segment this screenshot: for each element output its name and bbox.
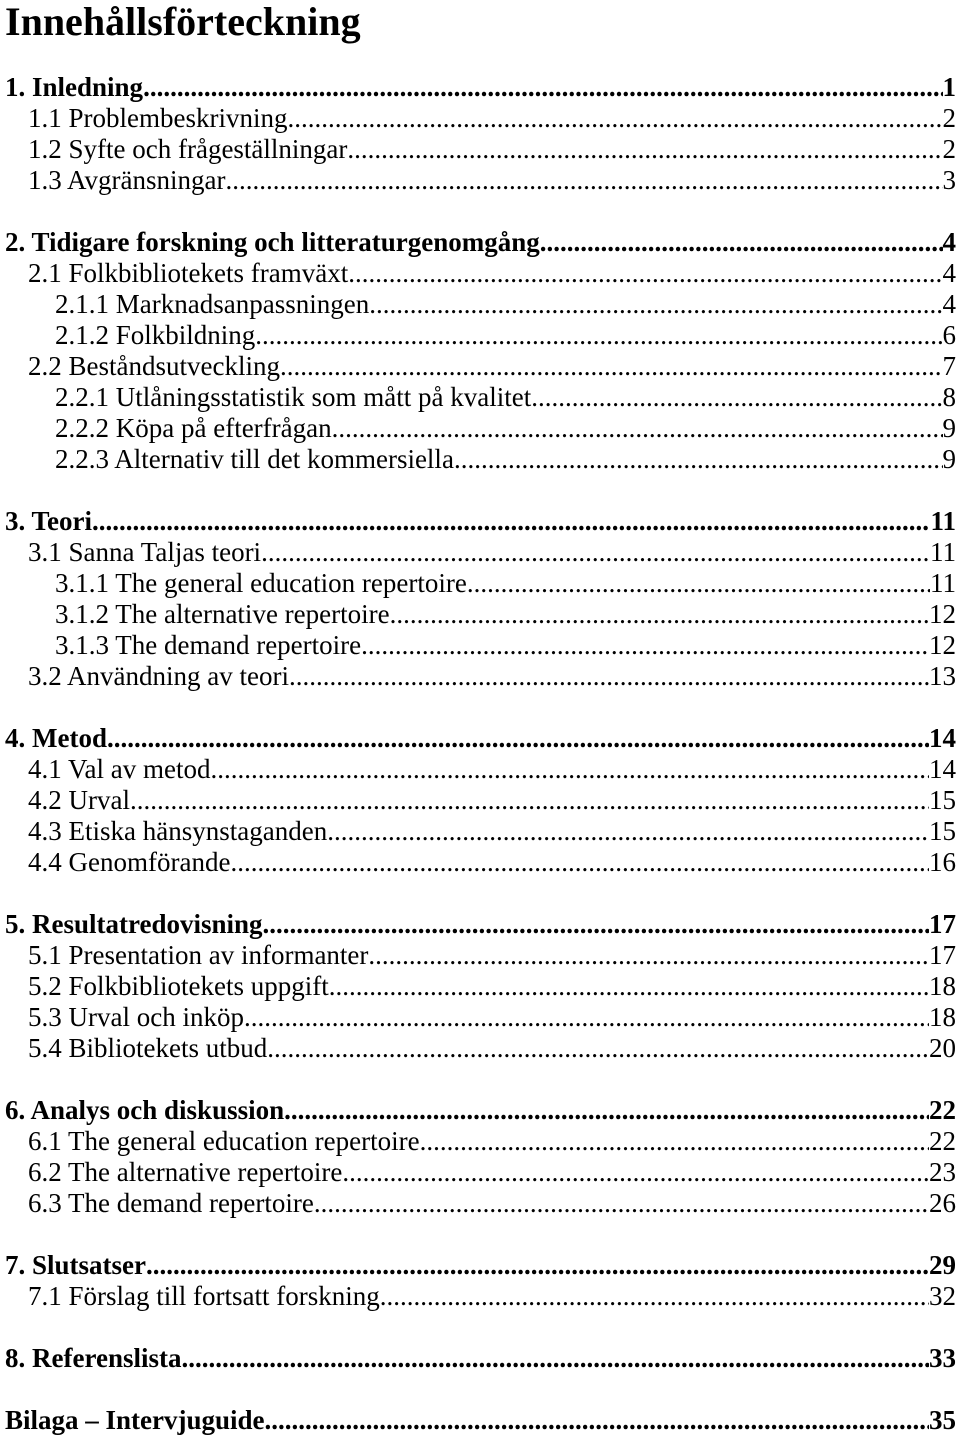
dot-leader [314,1188,929,1219]
toc-entry [5,413,956,444]
toc-entry-label: 5.2 Folkbibliotekets uppgift [28,971,329,1001]
toc-entry [5,320,956,351]
toc-page-number: 12 [929,630,956,660]
toc-entry [5,382,956,413]
toc-entry-label: 6. Analys och diskussion [5,1095,285,1125]
toc-entry [5,1095,956,1126]
toc-page-number: 22 [929,1126,956,1156]
toc-entry [5,1188,956,1219]
toc-entry-label: 4.4 Genomförande [28,847,231,877]
toc-entry-label: 5.1 Presentation av informanter [28,940,369,970]
dot-leader [287,103,942,134]
dot-leader [531,382,942,413]
dot-leader [143,72,942,103]
toc-entry-label: 7.1 Förslag till fortsatt forskning [28,1281,380,1311]
toc-page-number: 15 [929,816,956,846]
toc-entry [5,909,956,940]
toc-page-number: 8 [942,382,956,412]
toc-entry [5,103,956,134]
toc-entry-label: 2.1.2 Folkbildning [55,320,256,350]
toc-entry [5,1405,956,1436]
dot-leader [467,568,930,599]
toc-entry-label: 7. Slutsatser [5,1250,146,1280]
toc-page-number: 17 [929,909,956,939]
toc-entry-label: 2. Tidigare forskning och litteraturgenomgång [5,227,540,257]
toc-entry [5,816,956,847]
dot-leader [420,1126,929,1157]
dot-leader [280,351,943,382]
toc-entry-label: 1. Inledning [5,72,144,102]
toc-entry [5,1157,956,1188]
toc-page-number: 2 [942,134,956,164]
toc-entry [5,506,956,537]
dot-leader [181,1343,929,1374]
toc-entry-label: 5.3 Urval och inköp [28,1002,244,1032]
toc-page-number: 12 [929,599,956,629]
toc-entry [5,940,956,971]
dot-leader [327,816,929,847]
toc-section-group [5,72,956,196]
toc-entry [5,165,956,196]
toc-entry-label: 1.3 Avgränsningar [28,165,226,195]
toc-entry-label: 3. Teori [5,506,93,536]
toc-page-number: 20 [929,1033,956,1063]
toc-entry-label: 2.2.2 Köpa på efterfrågan [55,413,332,443]
toc-entry [5,351,956,382]
toc-entry-label: 2.1 Folkbibliotekets framväxt [28,258,349,288]
toc-entry [5,785,956,816]
toc-entry [5,258,956,289]
toc-section-group [5,909,956,1064]
toc-page-number: 29 [929,1250,956,1280]
toc-page-number: 13 [929,661,956,691]
toc-entry [5,630,956,661]
dot-leader [361,630,929,661]
toc-entry [5,289,956,320]
toc-entry-label: 3.2 Användning av teori [28,661,289,691]
toc-page-number: 11 [930,568,956,598]
toc-entry [5,1343,956,1374]
toc-entry [5,723,956,754]
dot-leader [390,599,929,630]
dot-leader [348,258,942,289]
toc-section-group [5,227,956,475]
dot-leader [244,1002,929,1033]
toc-entry [5,568,956,599]
toc-section-group [5,1405,956,1436]
toc-entry-label: 4.1 Val av metod [28,754,211,784]
toc-page-number: 23 [929,1157,956,1187]
dot-leader [540,227,943,258]
toc-section-group [5,1250,956,1312]
toc-entry-label: 6.3 The demand repertoire [28,1188,314,1218]
toc-page-number: 4 [942,227,956,257]
dot-leader [342,1157,929,1188]
dot-leader [92,506,930,537]
toc-page-number: 17 [929,940,956,970]
toc-page-number: 4 [942,258,956,288]
toc-entry [5,1250,956,1281]
dot-leader [454,444,943,475]
toc-entry [5,1126,956,1157]
toc-entry-label: 6.1 The general education repertoire [28,1126,420,1156]
toc-page-number: 11 [930,506,956,536]
toc-section-group [5,1095,956,1219]
toc-entry-label: 5.4 Bibliotekets utbud [28,1033,268,1063]
toc-entry [5,444,956,475]
toc-page-number: 14 [929,723,956,753]
toc-entry-label: 2.2 Beståndsutveckling [28,351,280,381]
toc-entry-label: 4.3 Etiska hänsynstaganden [28,816,328,846]
toc-entry [5,661,956,692]
toc-section-group [5,723,956,878]
toc-entry [5,227,956,258]
toc-page-number: 1 [942,72,956,102]
dot-leader [230,847,929,878]
toc-page-number: 6 [942,320,956,350]
toc-page-number: 33 [929,1343,956,1373]
dot-leader [368,940,929,971]
dot-leader [369,289,942,320]
toc-entry [5,72,956,103]
toc-page-number: 22 [929,1095,956,1125]
toc-entry-label: 8. Referenslista [5,1343,182,1373]
toc-entry-label: 5. Resultatredovisning [5,909,263,939]
toc-page-number: 7 [942,351,956,381]
dot-leader [380,1281,929,1312]
toc-page-number: 16 [929,847,956,877]
toc-entry-label: 3.1.2 The alternative repertoire [55,599,390,629]
toc-section-group [5,506,956,692]
dot-leader [289,661,929,692]
dot-leader [261,537,930,568]
dot-leader [225,165,942,196]
dot-leader [255,320,942,351]
toc-list [5,72,956,1436]
toc-entry-label: 2.1.1 Marknadsanpassningen [55,289,370,319]
toc-section-group [5,1343,956,1374]
toc-entry-label: 4.2 Urval [28,785,130,815]
toc-page-number: 9 [942,444,956,474]
toc-page-number: 3 [942,165,956,195]
toc-entry [5,847,956,878]
toc-entry [5,537,956,568]
dot-leader [146,1250,929,1281]
toc-entry [5,754,956,785]
toc-entry [5,599,956,630]
page-title: Innehållsförteckning [5,0,361,44]
dot-leader [107,723,929,754]
toc-entry-label: 3.1 Sanna Taljas teori [28,537,262,567]
toc-page-number: 18 [929,971,956,1001]
toc-page-number: 14 [929,754,956,784]
toc-page-number: 11 [930,537,956,567]
toc-entry-label: 1.1 Problembeskrivning [28,103,288,133]
dot-leader [347,134,942,165]
toc-page-number: 9 [942,413,956,443]
dot-leader [210,754,929,785]
toc-entry-label: 2.2.3 Alternativ till det kommersiella [55,444,454,474]
toc-page-number: 15 [929,785,956,815]
toc-entry [5,1281,956,1312]
toc-page-number: 32 [929,1281,956,1311]
toc-page-number: 2 [942,103,956,133]
toc-page-number: 4 [942,289,956,319]
dot-leader [284,1095,929,1126]
toc-page-number: 18 [929,1002,956,1032]
toc-entry [5,971,956,1002]
dot-leader [265,1405,929,1436]
dot-leader [267,1033,929,1064]
dot-leader [332,413,943,444]
toc-entry [5,1033,956,1064]
toc-page-number: 26 [929,1188,956,1218]
toc-page-number: 35 [929,1405,956,1435]
toc-entry [5,134,956,165]
dot-leader [263,909,929,940]
dot-leader [329,971,929,1002]
dot-leader [130,785,929,816]
toc-entry-label: 6.2 The alternative repertoire [28,1157,343,1187]
toc-entry-label: 3.1.1 The general education repertoire [55,568,467,598]
toc-entry-label: 3.1.3 The demand repertoire [55,630,362,660]
toc-entry [5,1002,956,1033]
toc-entry-label: 4. Metod [5,723,107,753]
toc-entry-label: Bilaga – Intervjuguide [5,1405,265,1435]
toc-entry-label: 2.2.1 Utlåningsstatistik som mått på kvalitet [55,382,532,412]
toc-entry-label: 1.2 Syfte och frågeställningar [28,134,348,164]
